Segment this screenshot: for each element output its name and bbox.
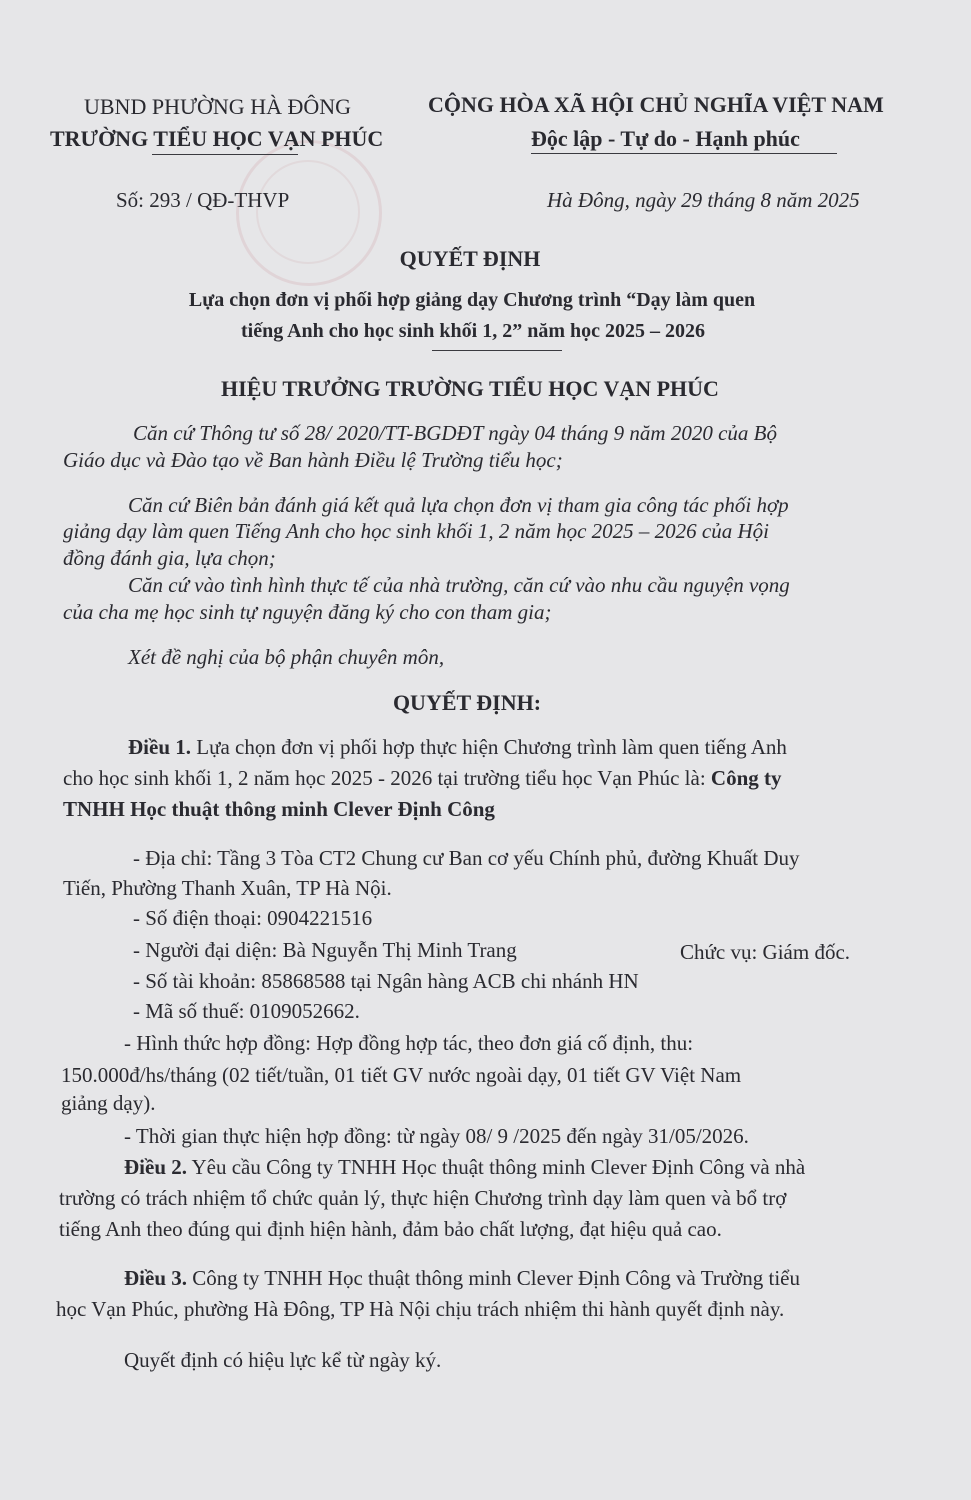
article-1-label: Điều 1. <box>128 735 191 759</box>
article-3-label: Điều 3. <box>124 1266 187 1290</box>
article-2-line-1 <box>124 1155 805 1180</box>
nation-name: CỘNG HÒA XÃ HỘI CHỦ NGHĨA VIỆT NAM <box>428 92 884 117</box>
address-line-1: - Địa chỉ: Tầng 3 Tòa CT2 Chung cư Ban cơ yếu Chính phủ, đường Khuất Duy <box>133 846 800 870</box>
ground-2-line-3: đồng đánh gia, lựa chọn; <box>63 546 276 570</box>
ground-3-line-2: của cha mẹ học sinh tự nguyện đăng ký cho con tham gia; <box>63 600 552 624</box>
ground-1-line-2: Giáo dục và Đào tạo về Ban hành Điều lệ Trường tiểu học; <box>63 448 563 472</box>
ground-4: Xét đề nghị của bộ phận chuyên môn, <box>128 645 445 669</box>
subject-underline <box>432 350 562 351</box>
subject-line-2: tiếng Anh cho học sinh khối 1, 2” năm học 2025 – 2026 <box>241 320 705 342</box>
article-1-text-2: cho học sinh khối 1, 2 năm học 2025 - 2026 tại trường tiểu học Vạn Phúc là: <box>63 766 711 790</box>
article-3-line-2: học Vạn Phúc, phường Hà Đông, TP Hà Nội chịu trách nhiệm thi hành quyết định này. <box>56 1297 785 1321</box>
motto: Độc lập - Tự do - Hạnh phúc <box>531 126 800 151</box>
article-2-line-2: trường có trách nhiệm tổ chức quản lý, thực hiện Chương trình dạy làm quen và bổ trợ <box>59 1186 787 1210</box>
address-line-2: Tiến, Phường Thanh Xuân, TP Hà Nội. <box>63 876 392 900</box>
article-2-label: Điều 2. <box>124 1155 187 1179</box>
effective-clause: Quyết định có hiệu lực kể từ ngày ký. <box>124 1348 442 1372</box>
company-name: TNHH Học thuật thông minh Clever Định Công <box>63 797 495 821</box>
motto-underline <box>531 153 837 154</box>
ground-2-line-2: giảng dạy làm quen Tiếng Anh cho học sinh khối 1, 2 năm học 2025 – 2026 của Hội <box>63 519 769 543</box>
article-3-line-1 <box>124 1266 800 1291</box>
authority-name: UBND PHƯỜNG HÀ ĐÔNG <box>84 94 352 119</box>
company-name-start: Công ty <box>710 766 782 790</box>
article-2-text-1: Yêu cầu Công ty TNHH Học thuật thông minh Clever Định Công và nhà <box>187 1155 806 1179</box>
ground-1-line-1: Căn cứ Thông tư số 28/ 2020/TT-BGDĐT ngày 04 tháng 9 năm 2020 của Bộ <box>133 421 777 445</box>
contract-period: - Thời gian thực hiện hợp đồng: từ ngày 08/ 9 /2025 đến ngày 31/05/2026. <box>124 1124 749 1148</box>
document-date: Hà Đông, ngày 29 tháng 8 năm 2025 <box>547 188 860 212</box>
school-underline <box>152 154 298 155</box>
decision-heading: QUYẾT ĐỊNH: <box>392 690 542 715</box>
contract-line-2: 150.000đ/hs/tháng (02 tiết/tuần, 01 tiết GV nước ngoài dạy, 01 tiết GV Việt Nam <box>61 1063 742 1087</box>
representative-position: Chức vụ: Giám đốc. <box>680 940 851 964</box>
article-1-text-1: Lựa chọn đơn vị phối hợp thực hiện Chương trình làm quen tiếng Anh <box>191 735 787 759</box>
ground-2-line-1: Căn cứ Biên bản đánh giá kết quả lựa chọn đơn vị tham gia công tác phối hợp <box>128 493 789 517</box>
contract-line-3: giảng dạy). <box>61 1091 156 1115</box>
article-1-line-2 <box>63 766 782 791</box>
tax-code: - Mã số thuế: 0109052662. <box>133 999 360 1023</box>
title-main: QUYẾT ĐỊNH <box>399 246 541 271</box>
phone-number: - Số điện thoại: 0904221516 <box>133 906 373 930</box>
article-3-text-1: Công ty TNHH Học thuật thông minh Clever Định Công và Trường tiểu <box>187 1266 800 1290</box>
issuer-title: HIỆU TRƯỞNG TRƯỜNG TIỂU HỌC VẠN PHÚC <box>221 376 719 401</box>
contract-line-1: - Hình thức hợp đồng: Hợp đồng hợp tác, theo đơn giá cố định, thu: <box>124 1031 694 1055</box>
article-1-line-1 <box>128 735 787 760</box>
article-2-line-3: tiếng Anh theo đúng qui định hiện hành, đảm bảo chất lượng, đạt hiệu quả cao. <box>59 1217 722 1241</box>
subject-line-1: Lựa chọn đơn vị phối hợp giảng dạy Chương trình “Dạy làm quen <box>188 289 756 311</box>
representative: - Người đại diện: Bà Nguyễn Thị Minh Trang <box>133 938 517 962</box>
ground-3-line-1: Căn cứ vào tình hình thực tế của nhà trường, căn cứ vào nhu cầu nguyện vọng <box>128 573 790 597</box>
document-number: Số: 293 / QĐ-THVP <box>116 188 290 212</box>
school-name: TRƯỜNG TIỂU HỌC VẠN PHÚC <box>50 126 384 151</box>
bank-account: - Số tài khoản: 85868588 tại Ngân hàng ACB chi nhánh HN <box>133 969 639 993</box>
